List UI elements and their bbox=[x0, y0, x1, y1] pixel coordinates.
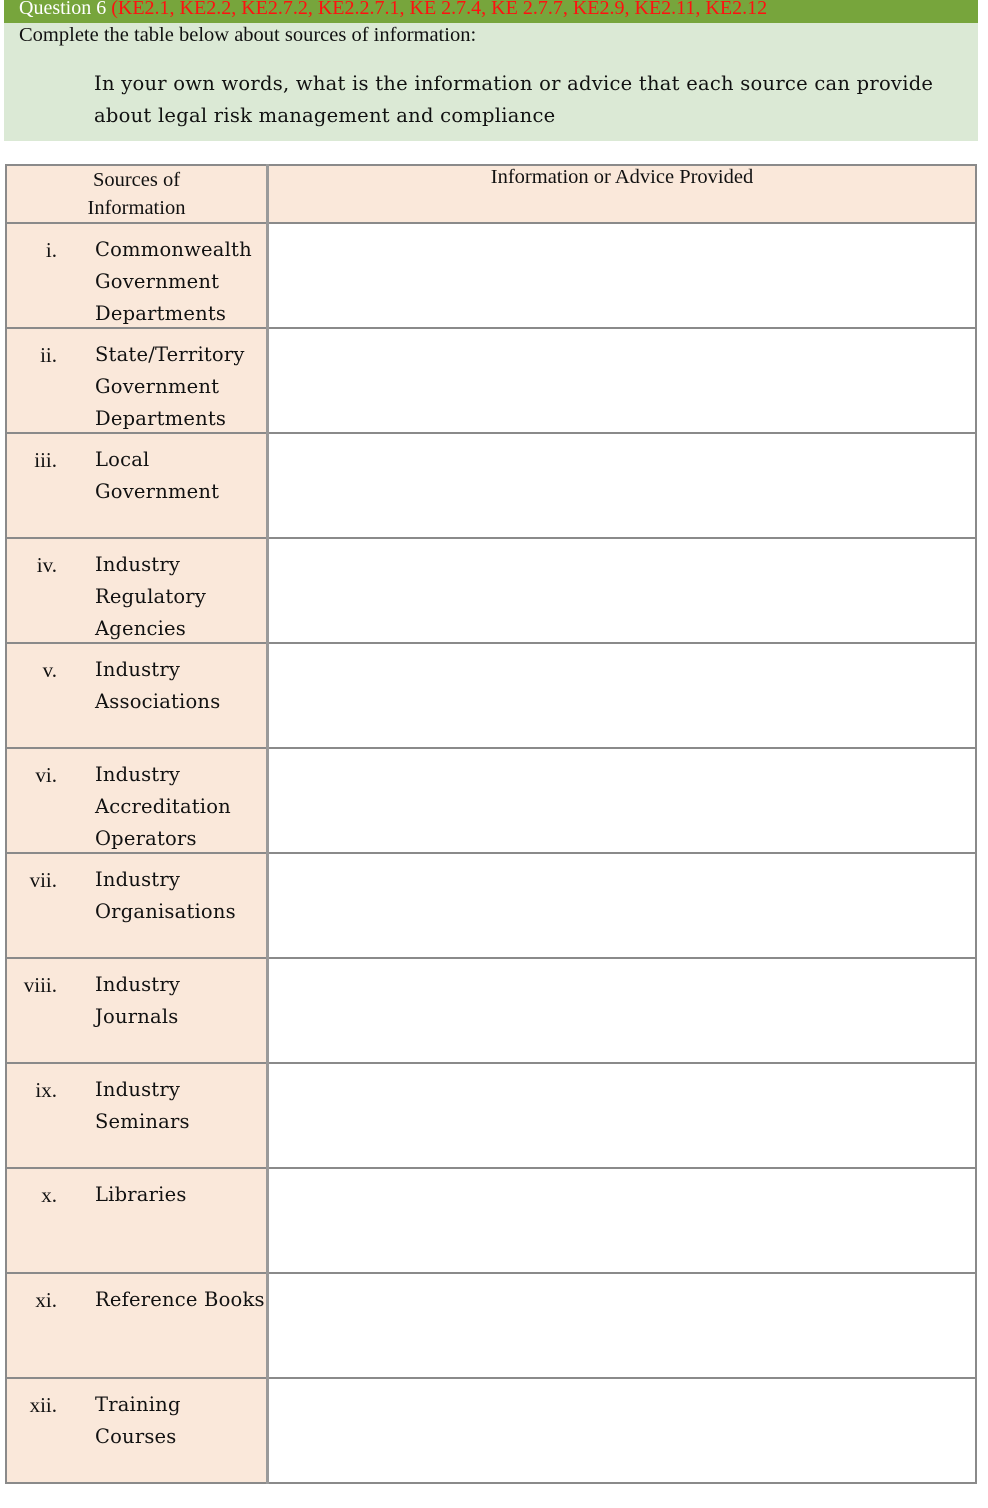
table-header-row bbox=[6, 165, 976, 223]
table-row bbox=[6, 223, 976, 328]
question-prompt: In your own words, what is the information or advice that each source can provide about legal risk management and compliance bbox=[94, 72, 934, 127]
source-cell bbox=[6, 958, 268, 1063]
source-cell bbox=[6, 1378, 268, 1483]
table-row bbox=[6, 958, 976, 1063]
table-row bbox=[6, 853, 976, 958]
source-cell bbox=[6, 853, 268, 958]
row-numeral: iii. bbox=[34, 448, 57, 472]
source-cell bbox=[6, 748, 268, 853]
row-numeral: ii. bbox=[40, 343, 57, 367]
table-row bbox=[6, 748, 976, 853]
answer-cell[interactable] bbox=[268, 1168, 977, 1273]
answer-cell[interactable] bbox=[268, 853, 977, 958]
row-numeral: vi. bbox=[35, 763, 57, 787]
answer-cell[interactable] bbox=[268, 328, 977, 433]
table-row bbox=[6, 1063, 976, 1168]
answer-cell[interactable] bbox=[268, 1378, 977, 1483]
source-name: State/Territory Government Departments bbox=[95, 343, 245, 430]
row-numeral: ix. bbox=[35, 1078, 57, 1102]
source-name: Industry Accreditation Operators bbox=[95, 763, 231, 850]
row-numeral: viii. bbox=[23, 973, 57, 997]
answer-cell[interactable] bbox=[268, 643, 977, 748]
source-cell bbox=[6, 538, 268, 643]
source-name: Commonwealth Government Departments bbox=[95, 238, 252, 325]
source-cell bbox=[6, 1273, 268, 1378]
answer-cell[interactable] bbox=[268, 958, 977, 1063]
source-cell bbox=[6, 1063, 268, 1168]
sources-table bbox=[5, 164, 977, 1484]
answer-cell[interactable] bbox=[268, 433, 977, 538]
row-numeral: xi. bbox=[35, 1288, 57, 1312]
answer-cell[interactable] bbox=[268, 748, 977, 853]
table-row bbox=[6, 328, 976, 433]
answer-cell[interactable] bbox=[268, 1273, 977, 1378]
answer-cell[interactable] bbox=[268, 1063, 977, 1168]
table-row bbox=[6, 433, 976, 538]
header-sources-label: Sources of Information bbox=[87, 169, 186, 219]
table-row bbox=[6, 538, 976, 643]
question-instruction: Complete the table below about sources of information: bbox=[19, 24, 477, 46]
source-name: Training Courses bbox=[95, 1393, 181, 1448]
source-name: Industry Journals bbox=[95, 973, 181, 1028]
table-row bbox=[6, 643, 976, 748]
source-name: Industry Regulatory Agencies bbox=[95, 553, 207, 640]
row-numeral: v. bbox=[42, 658, 57, 682]
table-row bbox=[6, 1168, 976, 1273]
row-numeral: iv. bbox=[36, 553, 57, 577]
source-cell bbox=[6, 328, 268, 433]
question-label: Question 6 bbox=[19, 0, 107, 19]
row-numeral: x. bbox=[41, 1183, 57, 1207]
question-box bbox=[4, 23, 978, 141]
source-cell bbox=[6, 433, 268, 538]
source-name: Reference Books bbox=[95, 1288, 265, 1311]
source-name: Industry Associations bbox=[95, 658, 221, 713]
source-cell bbox=[6, 223, 268, 328]
source-name: Industry Organisations bbox=[95, 868, 236, 923]
header-info: Information or Advice Provided bbox=[268, 165, 977, 223]
source-cell bbox=[6, 1168, 268, 1273]
row-numeral: vii. bbox=[29, 868, 57, 892]
answer-cell[interactable] bbox=[268, 223, 977, 328]
table-row bbox=[6, 1378, 976, 1483]
source-cell bbox=[6, 643, 268, 748]
source-name: Industry Seminars bbox=[95, 1078, 190, 1133]
row-numeral: xii. bbox=[29, 1393, 57, 1417]
question-header-bar bbox=[4, 0, 978, 23]
source-name: Local Government bbox=[95, 448, 220, 503]
table-row bbox=[6, 1273, 976, 1378]
question-codes: (KE2.1, KE2.2, KE2.7.2, KE2.2.7.1, KE 2.7.4, KE 2.7.7, KE2.9, KE2.11, KE2.12 bbox=[111, 0, 768, 19]
source-name: Libraries bbox=[95, 1183, 187, 1206]
answer-cell[interactable] bbox=[268, 538, 977, 643]
header-sources bbox=[6, 165, 268, 223]
row-numeral: i. bbox=[45, 238, 57, 262]
